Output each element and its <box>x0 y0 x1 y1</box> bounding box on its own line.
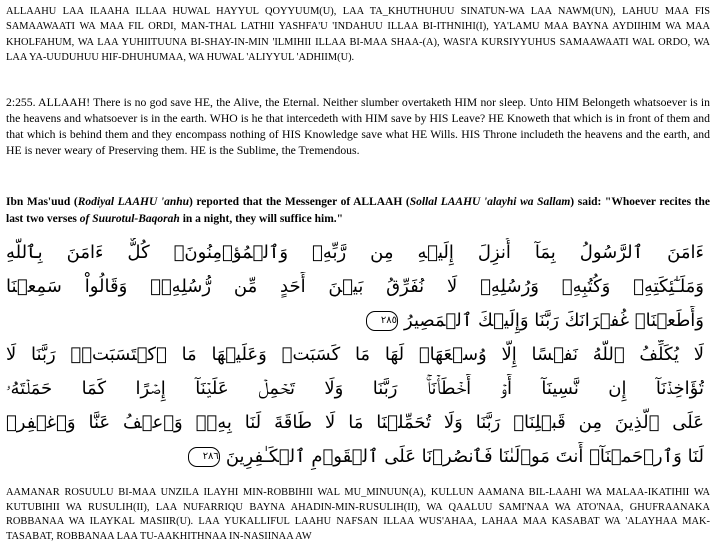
hadith-sollal: Sollal LAAHU 'alayhi wa Sallam <box>409 196 571 208</box>
arabic-verses-block <box>6 238 710 481</box>
arabic-line-7-text: لَنَا وَٱرۡحَمۡنَآۚ أَنتَ مَوۡلَىٰنَا فَٱنصُرۡنَا عَلَى ٱلۡقَوۡمِ ٱلۡكَـٰفِرِينَ <box>225 446 704 467</box>
hadith-prefix: Ibn Mas'uud ( <box>6 196 78 208</box>
arabic-line-2: وَمَلَـٰٓئِكَتِهِۦ وَكُتُبِهِۦ وَرُسُلِهِۦ لَا نُفَرِّقُ بَيۡنَ أَحَدٍ مِّن رُّسُلِهِۦۚ وَقَالُواْ سَمِعۡنَا <box>6 276 704 297</box>
arabic-line-4: لَا يُكَلِّفُ ٱللَّهُ نَفۡسًا إِلَّا وُسۡعَهَاۚ لَهَا مَا كَسَبَتۡ وَعَلَيۡهَا مَا ٱكۡتَسَبَتۡۗ رَبَّنَا لَا <box>6 344 704 365</box>
transliteration-ayatul-kursi: ALLAAHU LAA ILAAHA ILLAA HUWAL HAYYUL QOYYUUM(U), LAA TA_KHUTHUHUU SINATUN-WA LAA NAWM(UN), LAHUU MAA FIS SAMAAWAATI WA MAA FIL ORDI, MAN-THAL LATHII YASHFA'U 'INDAHUU ILLAA BI-ITHNIHI(I), YA'LAMU MAA BAYNA AYDIIHIM WA MAA KHOLFAHUM, WA LAA YUHIITUUNA BI-SHAY-IN-MIN 'ILMIHII ILLAA BI-MAA SHAA-(A), WASI'A KURSIYYUHUS SAMAAWAATI WAL ORDO, WA LAA YA-UUDUHUU HIF-DHUHUMAA, WA HUWAL 'ALIYYUL 'ADHIIM(U). <box>6 6 710 64</box>
arabic-line-3-text: وَأَطَعۡنَاۖ غُفۡرَانَكَ رَبَّنَا وَإِلَيۡكَ ٱلۡمَصِيرُ <box>404 310 704 331</box>
verse-number-marker: ٢٨٦ <box>188 447 220 467</box>
hadith-of-surah: of Suurotul-Baqorah <box>79 212 180 225</box>
arabic-line-7 <box>6 442 704 472</box>
hadith-end: in a night, they will suffice him." <box>179 212 344 225</box>
hadith-rodiya: Rodiyal LAAHU 'anhu <box>77 196 190 208</box>
hadith-middle: ) reported that the Messenger of ALLAAH ( <box>189 196 410 208</box>
hadith-said: said: "Whoever recites the last two verses <box>6 196 710 225</box>
arabic-line-6: عَلَى ٱلَّذِينَ مِن قَبۡلِنَاۚ رَبَّنَا وَلَا تُحَمِّلۡنَا مَا لَا طَاقَةَ لَنَا بِهِۦۖ وَٱعۡفُ عَنَّا وَٱغۡفِرۡ <box>6 412 704 433</box>
arabic-line-1: ءَامَنَ ٱلرَّسُولُ بِمَآ أُنزِلَ إِلَيۡهِ مِن رَّبِّهِۦ وَٱلۡمُؤۡمِنُونَۚ كُلٌّ ءَامَنَ بِٱللَّهِ <box>6 242 704 263</box>
english-translation: 2:255. ALLAAH! There is no god save HE, the Alive, the Eternal. Neither slumber overtaketh HIM nor sleep. Unto HIM Belongeth whatsoever is in the heavens and whatsoever is in the earth. WHO is he that intercedeth with HIM save by HIS Leave? HE Knoweth that which is in front of them and that which is behind them and they encompass nothing of HIS Knowledge save what HE Wills. HIS Throne includeth the heavens and the earth, and HE is never weary of Preserving them. HE is the Sublime, the Tremendous. <box>6 96 710 157</box>
transliteration-last-verses: AAMANAR ROSUULU BI-MAA UNZILA ILAYHI MIN-ROBBIHII WAL MU_MINUUN(A), KULLUN AAMANA BIL-LAAHI WA MALAA-IKATIHII WA KUTUBIHII WA RUSULIH(II), LAA NUFARRIQU BAYNA AHADIN-MIN-RUSULIH(II), WA QAALUU SAMI'NAA WA ATO'NAA, GHUFRAANAKA ROBBANAA WA ILAYKAL MASIIR(U). LAA YUKALLIFUL LAAHU NAFSAN ILLAA WUS'AHAA, LAHAA MAA KASABAT WA 'ALAYHAA MAK-TASABAT, ROBBANAA LAA TU-AAKHITHNAA IN-NASIINAA AW <box>6 487 710 542</box>
hadith-paragraph <box>6 194 710 227</box>
verse-number-marker: ٢٨٥ <box>366 311 398 331</box>
arabic-line-5: تُؤَاخِذۡنَآ إِن نَّسِينَآ أَوۡ أَخۡطَأۡنَاۚ رَبَّنَا وَلَا تَحۡمِلۡ عَلَيۡنَآ إِصۡرًا كَمَا حَمَلۡتَهُۥ <box>6 378 704 399</box>
arabic-line-3 <box>6 306 704 336</box>
hadith-after: ) <box>570 196 575 208</box>
